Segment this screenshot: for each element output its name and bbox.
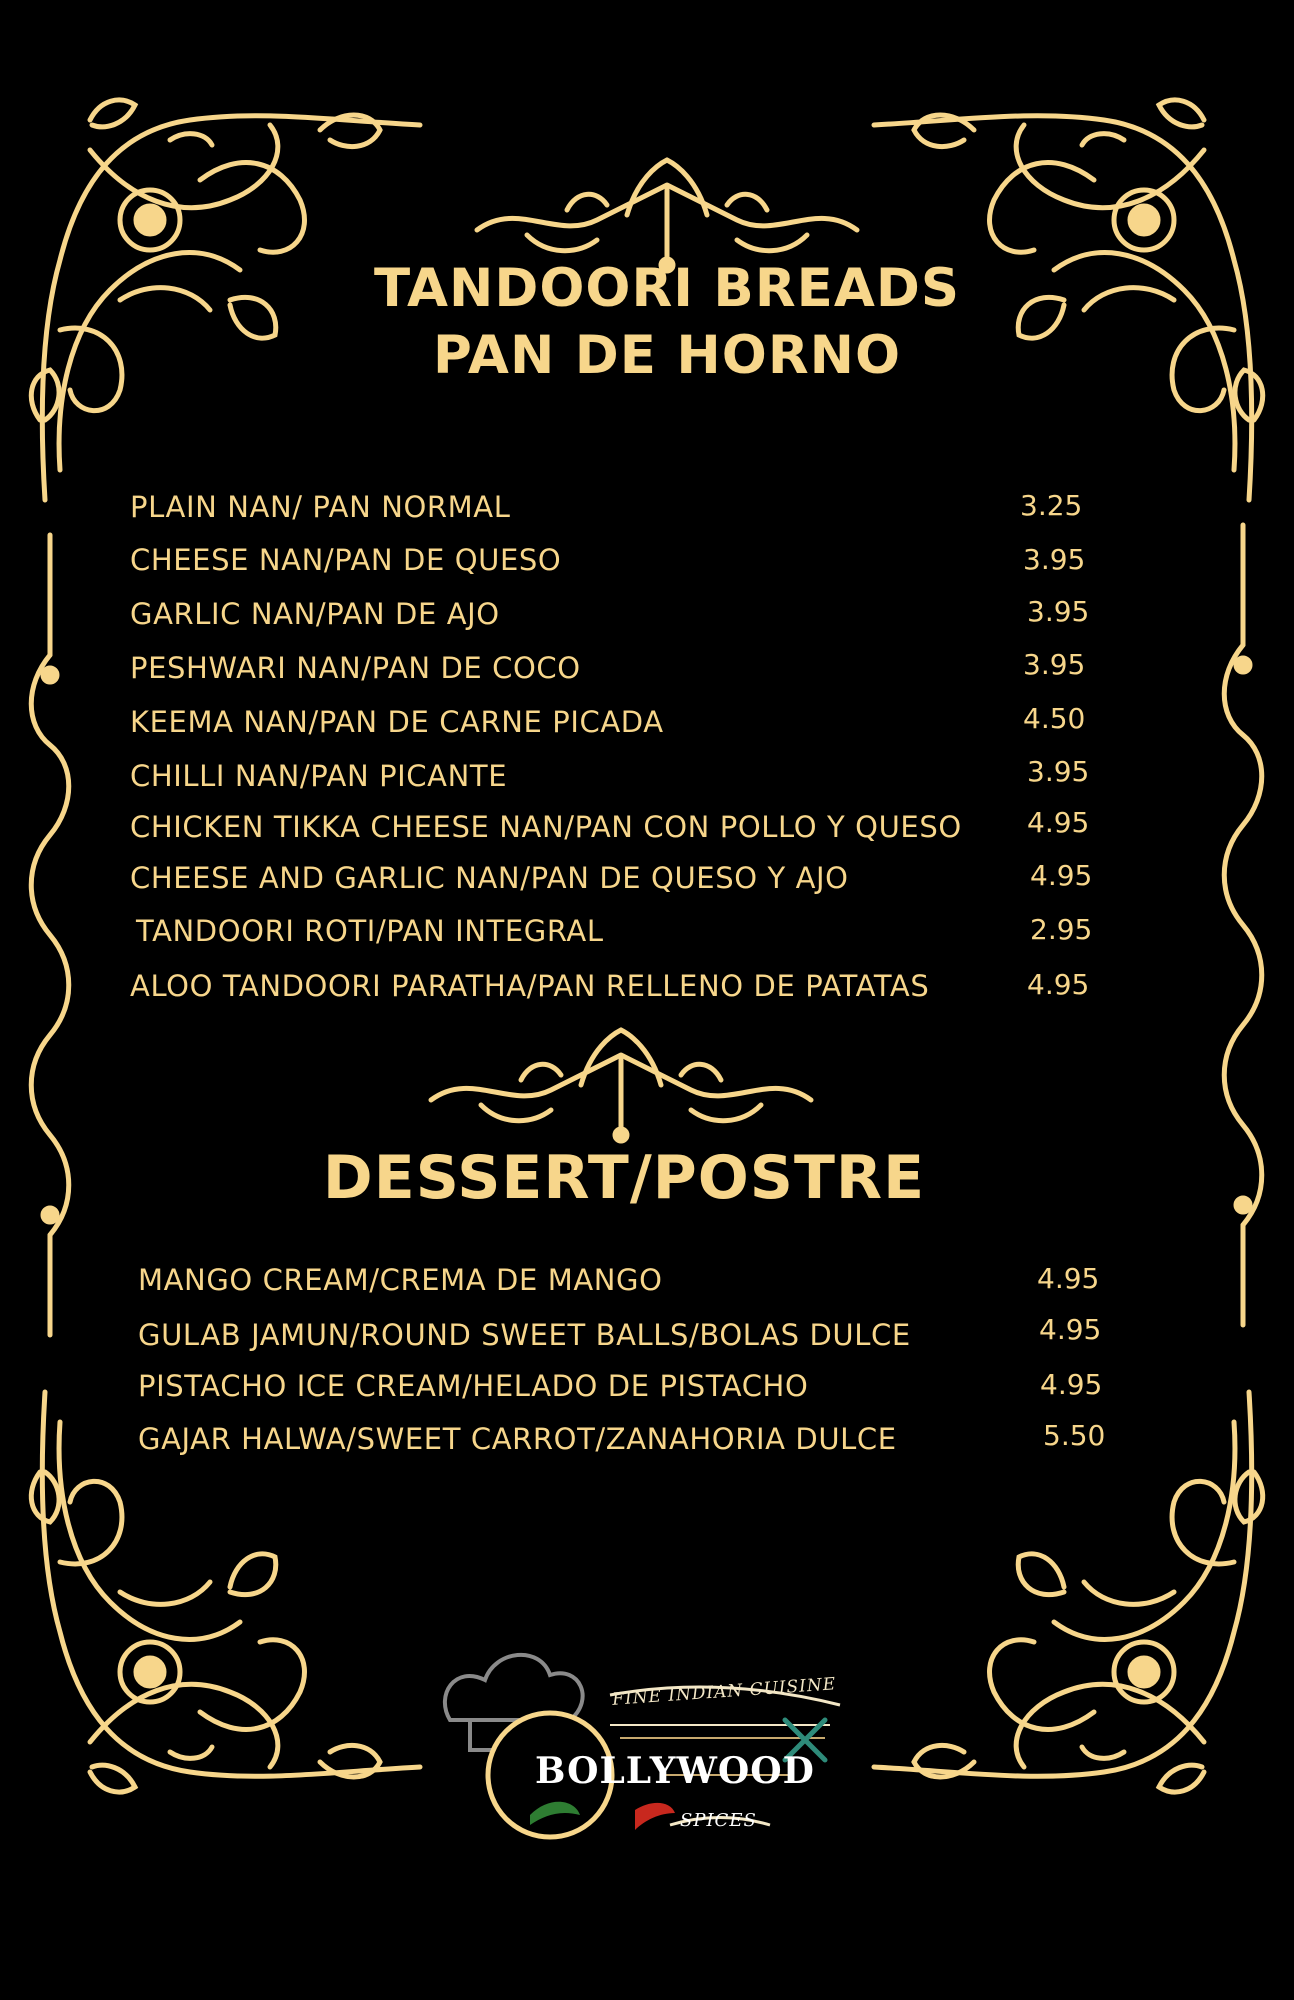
menu-item-name: PISTACHO ICE CREAM/HELADO DE PISTACHO bbox=[138, 1369, 809, 1403]
menu-item-price: 4.95 bbox=[1027, 806, 1090, 839]
menu-item-price: 2.95 bbox=[1030, 913, 1093, 946]
menu-item-price: 4.50 bbox=[1023, 702, 1086, 735]
menu-item-name: GARLIC NAN/PAN DE AJO bbox=[130, 597, 500, 631]
menu-item-name: GULAB JAMUN/ROUND SWEET BALLS/BOLAS DULCE bbox=[138, 1318, 911, 1352]
logo-name: BOLLYWOOD bbox=[535, 1750, 815, 1792]
menu-item-price: 4.95 bbox=[1027, 968, 1090, 1001]
menu-item-price: 3.25 bbox=[1020, 489, 1083, 522]
menu-item-price: 3.95 bbox=[1023, 543, 1086, 576]
menu-item-name: CHICKEN TIKKA CHEESE NAN/PAN CON POLLO Y QUESO bbox=[130, 810, 962, 844]
restaurant-logo bbox=[430, 1635, 860, 1855]
menu-item-name: PESHWARI NAN/PAN DE COCO bbox=[130, 651, 581, 685]
section-title-dessert: DESSERT/POSTRE bbox=[322, 1143, 926, 1213]
menu-item-name: CHEESE AND GARLIC NAN/PAN DE QUESO Y AJO bbox=[130, 861, 849, 895]
logo-tagline: FINE INDIAN CUISINE bbox=[611, 1674, 837, 1710]
menu-item-name: CHEESE NAN/PAN DE QUESO bbox=[130, 543, 562, 577]
menu-item-price: 5.50 bbox=[1043, 1419, 1106, 1452]
menu-item-price: 4.95 bbox=[1030, 859, 1093, 892]
section-subtitle-breads: PAN DE HORNO bbox=[432, 325, 902, 386]
menu-item-name: TANDOORI ROTI/PAN INTEGRAL bbox=[136, 914, 604, 948]
menu-item-name: MANGO CREAM/CREMA DE MANGO bbox=[138, 1263, 663, 1297]
menu-item-price: 3.95 bbox=[1027, 755, 1090, 788]
menu-item-name: CHILLI NAN/PAN PICANTE bbox=[130, 759, 508, 793]
menu-item-price: 3.95 bbox=[1023, 648, 1086, 681]
menu-item-name: ALOO TANDOORI PARATHA/PAN RELLENO DE PATATAS bbox=[130, 969, 930, 1003]
menu-item-price: 4.95 bbox=[1039, 1313, 1102, 1346]
menu-item-name: GAJAR HALWA/SWEET CARROT/ZANAHORIA DULCE bbox=[138, 1422, 897, 1456]
menu-item-name: KEEMA NAN/PAN DE CARNE PICADA bbox=[130, 705, 664, 739]
menu-item-price: 4.95 bbox=[1040, 1368, 1103, 1401]
menu-item-price: 3.95 bbox=[1027, 595, 1090, 628]
logo-sub: SPICES bbox=[680, 1810, 757, 1831]
menu-item-name: PLAIN NAN/ PAN NORMAL bbox=[130, 490, 511, 524]
menu-item-price: 4.95 bbox=[1037, 1262, 1100, 1295]
section-title-breads: TANDOORI BREADS bbox=[373, 258, 961, 319]
